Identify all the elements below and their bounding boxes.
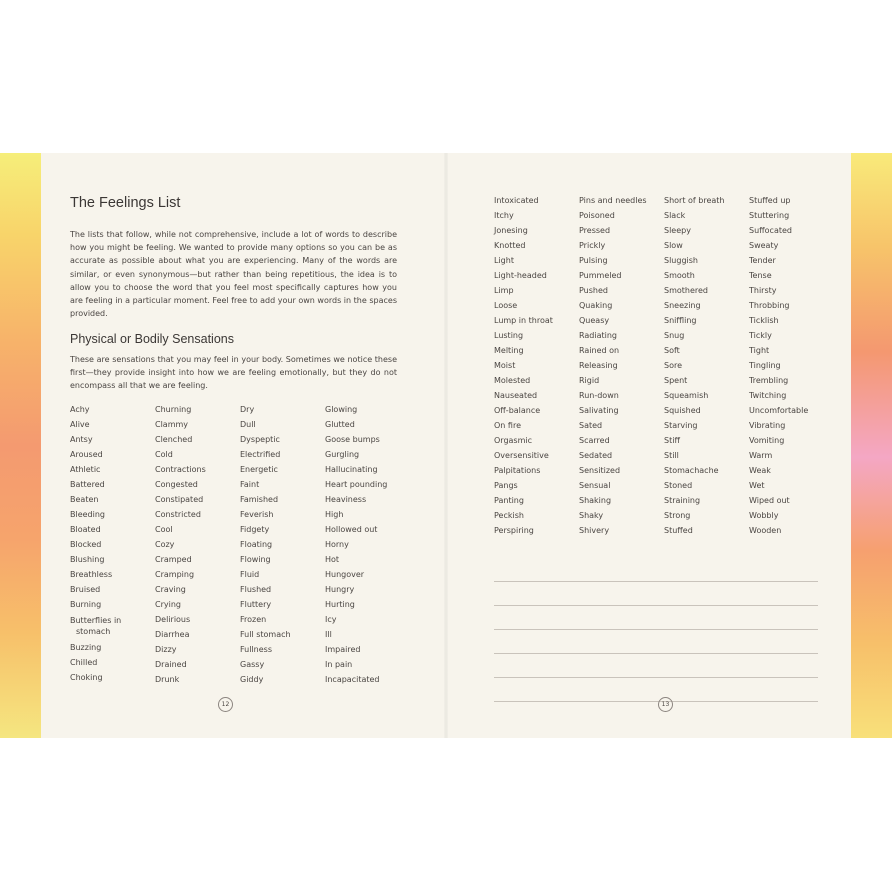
feeling-word: Hungry — [325, 585, 355, 594]
feeling-word: Pins and needles — [579, 196, 647, 205]
feeling-word: Constipated — [155, 495, 204, 504]
page-number-left: 12 — [218, 697, 233, 712]
feeling-word: Squeamish — [664, 391, 709, 400]
feeling-word: Burning — [70, 600, 102, 609]
feeling-word: Diarrhea — [155, 630, 190, 639]
feeling-word: Dull — [240, 420, 256, 429]
feeling-word: Tense — [749, 271, 772, 280]
feeling-word: Electrified — [240, 450, 281, 459]
feeling-word: Scarred — [579, 436, 610, 445]
left-word-column-4 — [325, 405, 387, 690]
feeling-word: Sensual — [579, 481, 611, 490]
notes-write-line[interactable] — [494, 654, 818, 678]
feeling-word: On fire — [494, 421, 521, 430]
feeling-word: Chilled — [70, 658, 98, 667]
feeling-word: Run-down — [579, 391, 619, 400]
feeling-word: Gurgling — [325, 450, 360, 459]
feeling-word: Ill — [325, 630, 332, 639]
section-heading: Physical or Bodily Sensations — [70, 332, 234, 346]
feeling-word: Sore — [664, 361, 683, 370]
feeling-word: Loose — [494, 301, 518, 310]
intro-paragraph: The lists that follow, while not comprehensive, include a lot of words to describe how you might be feeling. We wanted to provide many options so you can be as accurate as possible about what you are experiencing. Many of the words are similar, or even synonymous—but rather than being repetitious, the idea is to allow you to choose the word that you feel most specifically captures how you are feeling in a particular moment. Feel free to add your own words in the spaces provided. — [70, 230, 397, 319]
feeling-word: Quaking — [579, 301, 613, 310]
feeling-word: Stiff — [664, 436, 680, 445]
feeling-word: Wiped out — [749, 496, 790, 505]
feeling-word: Cold — [155, 450, 173, 459]
feeling-word: Queasy — [579, 316, 610, 325]
feeling-word: Bruised — [70, 585, 101, 594]
feeling-word: Sniffling — [664, 316, 697, 325]
feeling-word: Smothered — [664, 286, 709, 295]
feeling-word: Still — [664, 451, 679, 460]
feeling-word: Fluid — [240, 570, 260, 579]
feeling-word: Stuffed up — [749, 196, 791, 205]
right-word-column-2 — [579, 196, 647, 541]
feeling-word: Sleepy — [664, 226, 691, 235]
feeling-word: Breathless — [70, 570, 113, 579]
right-word-column-4 — [749, 196, 808, 541]
feeling-word: Smooth — [664, 271, 695, 280]
feeling-word: Dizzy — [155, 645, 177, 654]
feeling-word: Gassy — [240, 660, 265, 669]
feeling-word: Stomachache — [664, 466, 719, 475]
feeling-word: Thirsty — [749, 286, 777, 295]
feeling-word: Churning — [155, 405, 192, 414]
feeling-word: Slack — [664, 211, 686, 220]
feeling-word: Giddy — [240, 675, 264, 684]
feeling-word: Drunk — [155, 675, 180, 684]
feeling-word: Bleeding — [70, 510, 106, 519]
feeling-word: Contractions — [155, 465, 206, 474]
feeling-word: Impaired — [325, 645, 361, 654]
feeling-word: Cramped — [155, 555, 192, 564]
notes-write-line[interactable] — [494, 678, 818, 702]
feeling-word: Flushed — [240, 585, 272, 594]
left-page-edge-gradient — [0, 153, 41, 738]
feeling-word: Off-balance — [494, 406, 541, 415]
feeling-word: Tight — [749, 346, 770, 355]
feeling-word: Trembling — [749, 376, 789, 385]
feeling-word: Blocked — [70, 540, 102, 549]
feeling-word: Ticklish — [749, 316, 779, 325]
feeling-word: Butterflies in stomach — [70, 616, 122, 636]
feeling-word: Famished — [240, 495, 279, 504]
book-gutter — [444, 153, 448, 738]
feeling-word: Achy — [70, 405, 90, 414]
feeling-word: Congested — [155, 480, 198, 489]
feeling-word: Uncomfortable — [749, 406, 809, 415]
feeling-word: Suffocated — [749, 226, 792, 235]
feeling-word: Fluttery — [240, 600, 272, 609]
feeling-word: Battered — [70, 480, 105, 489]
page-number-right: 13 — [658, 697, 673, 712]
feeling-word: Weak — [749, 466, 771, 475]
feeling-word: Prickly — [579, 241, 606, 250]
feeling-word: Blushing — [70, 555, 105, 564]
feeling-word: Pressed — [579, 226, 611, 235]
feeling-word: Frozen — [240, 615, 267, 624]
feeling-word: Shaking — [579, 496, 612, 505]
feeling-word: Slow — [664, 241, 683, 250]
feeling-word: Energetic — [240, 465, 278, 474]
feeling-word: Athletic — [70, 465, 101, 474]
notes-write-line[interactable] — [494, 558, 818, 582]
feeling-word: Fidgety — [240, 525, 270, 534]
feeling-word: Drained — [155, 660, 187, 669]
feeling-word: Horny — [325, 540, 349, 549]
feeling-word: Incapacitated — [325, 675, 380, 684]
feeling-word: Delirious — [155, 615, 191, 624]
feeling-word: Pangs — [494, 481, 518, 490]
feeling-word: Stoned — [664, 481, 693, 490]
feeling-word: Dry — [240, 405, 255, 414]
feeling-word: Salivating — [579, 406, 619, 415]
feeling-word: Wobbly — [749, 511, 779, 520]
feeling-word: Constricted — [155, 510, 201, 519]
right-word-column-1 — [494, 196, 553, 541]
feeling-word: Sluggish — [664, 256, 698, 265]
feeling-word: Flowing — [240, 555, 271, 564]
feeling-word: Tender — [749, 256, 776, 265]
feeling-word: Choking — [70, 673, 103, 682]
feeling-word: Alive — [70, 420, 90, 429]
feeling-word: Sedated — [579, 451, 613, 460]
feeling-word: Light-headed — [494, 271, 547, 280]
feeling-word: Palpitations — [494, 466, 541, 475]
feeling-word: Pulsing — [579, 256, 608, 265]
feeling-word: Heart pounding — [325, 480, 388, 489]
feeling-word: Sneezing — [664, 301, 701, 310]
feeling-word: Stuffed — [664, 526, 693, 535]
notes-write-line[interactable] — [494, 606, 818, 630]
feeling-word: Throbbing — [749, 301, 790, 310]
feeling-word: Squished — [664, 406, 701, 415]
notes-writing-area[interactable] — [494, 558, 818, 702]
feeling-word: Lump in throat — [494, 316, 553, 325]
feeling-word: Antsy — [70, 435, 93, 444]
feeling-word: Glutted — [325, 420, 355, 429]
feeling-word: Bloated — [70, 525, 101, 534]
feeling-word: Straining — [664, 496, 701, 505]
feeling-word: Tickly — [749, 331, 772, 340]
feeling-word: Jonesing — [494, 226, 528, 235]
feeling-word: Dyspeptic — [240, 435, 280, 444]
feeling-word: Feverish — [240, 510, 274, 519]
left-word-column-3 — [240, 405, 291, 690]
notes-write-line[interactable] — [494, 630, 818, 654]
feeling-word: Fullness — [240, 645, 273, 654]
feeling-word: Floating — [240, 540, 273, 549]
feeling-word: Poisoned — [579, 211, 615, 220]
page-title: The Feelings List — [70, 195, 181, 211]
feeling-word: Beaten — [70, 495, 99, 504]
feeling-word: Lusting — [494, 331, 524, 340]
right-page-edge-gradient — [851, 153, 892, 738]
feeling-word: Stuttering — [749, 211, 790, 220]
feeling-word: Crying — [155, 600, 181, 609]
feeling-word: Intoxicated — [494, 196, 539, 205]
feeling-word: Releasing — [579, 361, 618, 370]
feeling-word: Strong — [664, 511, 691, 520]
feeling-word: Orgasmic — [494, 436, 533, 445]
feeling-word: Shivery — [579, 526, 610, 535]
feeling-word: Moist — [494, 361, 516, 370]
feeling-word: Snug — [664, 331, 685, 340]
feeling-word: Starving — [664, 421, 698, 430]
feeling-word: Hungover — [325, 570, 365, 579]
feeling-word: Panting — [494, 496, 524, 505]
feeling-word: Pummeled — [579, 271, 622, 280]
feeling-word: Aroused — [70, 450, 103, 459]
feeling-word: Clenched — [155, 435, 193, 444]
feeling-word: Shaky — [579, 511, 604, 520]
feeling-word: Faint — [240, 480, 260, 489]
feeling-word: Sweaty — [749, 241, 779, 250]
feeling-word: Tingling — [749, 361, 781, 370]
feeling-word: Nauseated — [494, 391, 538, 400]
feeling-word: Limp — [494, 286, 514, 295]
feeling-word: Soft — [664, 346, 680, 355]
feeling-word: In pain — [325, 660, 353, 669]
feeling-word: Icy — [325, 615, 337, 624]
feeling-word: Full stomach — [240, 630, 291, 639]
feeling-word: Sated — [579, 421, 603, 430]
feeling-word: Wet — [749, 481, 765, 490]
feeling-word: Cramping — [155, 570, 195, 579]
feeling-word: Wooden — [749, 526, 782, 535]
feeling-word: Hollowed out — [325, 525, 378, 534]
feeling-word: Knotted — [494, 241, 526, 250]
feeling-word: Melting — [494, 346, 524, 355]
feeling-word: Radiating — [579, 331, 617, 340]
feeling-word: Light — [494, 256, 514, 265]
feeling-word: Vomiting — [749, 436, 785, 445]
feeling-word: Hot — [325, 555, 340, 564]
feeling-word: Oversensitive — [494, 451, 549, 460]
feeling-word: Rained on — [579, 346, 620, 355]
feeling-word: Buzzing — [70, 643, 102, 652]
left-word-column-2 — [155, 405, 206, 690]
feeling-word: Spent — [664, 376, 688, 385]
right-word-column-3 — [664, 196, 725, 541]
feeling-word: Rigid — [579, 376, 600, 385]
feeling-word: Warm — [749, 451, 773, 460]
left-word-column-1 — [70, 405, 121, 688]
feeling-word: Sensitized — [579, 466, 621, 475]
feeling-word: Glowing — [325, 405, 358, 414]
feeling-word: Hallucinating — [325, 465, 378, 474]
feeling-word: High — [325, 510, 344, 519]
notes-write-line[interactable] — [494, 582, 818, 606]
feeling-word: Molested — [494, 376, 531, 385]
feeling-word: Perspiring — [494, 526, 534, 535]
feeling-word: Clammy — [155, 420, 189, 429]
feeling-word: Craving — [155, 585, 186, 594]
feeling-word: Peckish — [494, 511, 524, 520]
section-intro-paragraph: These are sensations that you may feel in your body. Sometimes we notice these first—they provide insight into how we are feeling emotionally, but they do not encompass all that we are feeling. — [70, 355, 397, 391]
feeling-word: Goose bumps — [325, 435, 380, 444]
feeling-word: Short of breath — [664, 196, 725, 205]
feeling-word: Pushed — [579, 286, 608, 295]
feeling-word: Itchy — [494, 211, 514, 220]
feeling-word: Cozy — [155, 540, 175, 549]
feeling-word: Heaviness — [325, 495, 367, 504]
feeling-word: Cool — [155, 525, 173, 534]
feeling-word: Vibrating — [749, 421, 786, 430]
feeling-word: Hurting — [325, 600, 355, 609]
feeling-word: Twitching — [749, 391, 787, 400]
